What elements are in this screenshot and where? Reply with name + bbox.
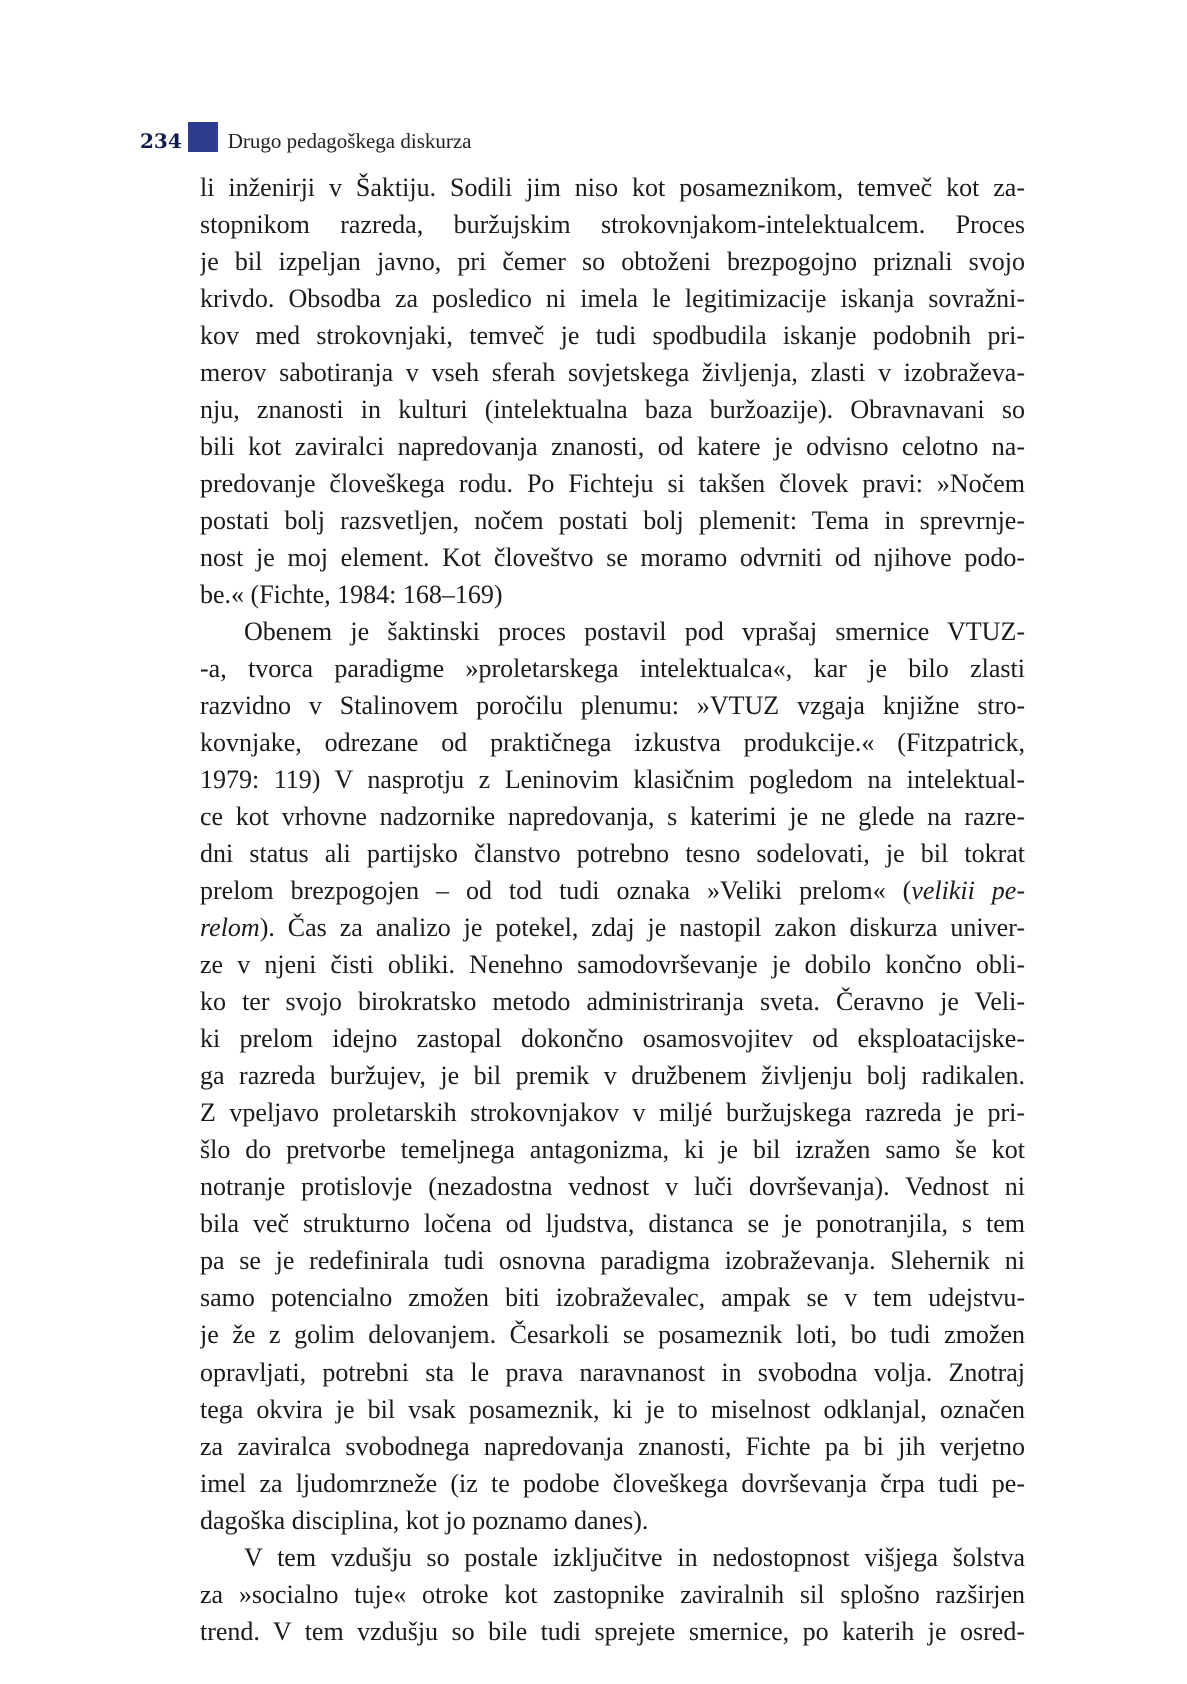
text-line: tega okvira je bil vsak posameznik, ki je to miselnost odklanjal, označen xyxy=(200,1394,1025,1424)
text-line: je bil izpeljan javno, pri čemer so obtoženi brezpogojno priznali svojo xyxy=(200,247,1025,277)
text-line: ko ter svojo birokratsko metodo administriranja sveta. Čeravno je Veli- xyxy=(200,987,1025,1017)
text-line: kov med strokovnjaki, temveč je tudi spodbudila iskanje podobnih pri- xyxy=(200,321,1025,351)
text-line: šlo do pretvorbe temeljnega antagonizma, ki je bil izražen samo še kot xyxy=(200,1135,1025,1165)
text-line: je že z golim delovanjem. Česarkoli se posameznik loti, bo tudi zmožen xyxy=(200,1320,1025,1350)
text-line: bili kot zaviralci napredovanja znanosti, od katere je odvisno celotno na- xyxy=(200,432,1025,462)
text-line: ze v njeni čisti obliki. Nenehno samodovrševanje je dobilo končno obli- xyxy=(200,950,1025,980)
text-line: dni status ali partijsko članstvo potrebno tesno sodelovati, je bil tokrat xyxy=(200,839,1025,869)
text-line: Z vpeljavo proletarskih strokovnjakov v miljé buržujskega razreda je pri- xyxy=(200,1098,1025,1128)
text-line: razvidno v Stalinovem poročilu plenumu: »VTUZ vzgaja knjižne stro- xyxy=(200,691,1025,721)
text-line: ga razreda buržujev, je bil premik v družbenem življenju bolj radikalen. xyxy=(200,1061,1025,1091)
text-line: za »socialno tuje« otroke kot zastopnike zaviralnih sil splošno razširjen xyxy=(200,1579,1025,1609)
text-line: kovnjake, odrezane od praktičnega izkustva produkcije.« (Fitzpatrick, xyxy=(200,728,1025,758)
text-line: Obenem je šaktinski proces postavil pod vprašaj smernice VTUZ- xyxy=(244,617,1025,647)
text-line: stopnikom razreda, buržujskim strokovnjakom-intelektualcem. Proces xyxy=(200,210,1025,240)
text-line: za zaviralca svobodnega napredovanja znanosti, Fichte pa bi jih verjetno xyxy=(200,1431,1025,1461)
text-line: ki prelom idejno zastopal dokončno osamosvojitev od eksploatacijske- xyxy=(200,1024,1025,1054)
text-line: samo potencialno zmožen biti izobraževalec, ampak se v tem udejstvu- xyxy=(200,1283,1025,1313)
text-line: merov sabotiranja v vseh sferah sovjetskega življenja, zlasti v izobraževa- xyxy=(200,358,1025,388)
text-line: dagoška disciplina, kot jo poznamo danes). xyxy=(200,1505,649,1535)
text-line: 1979: 119) V nasprotju z Leninovim klasičnim pogledom na intelektual- xyxy=(200,765,1025,795)
text-line: V tem vzdušju so postale izključitve in nedostopnost višjega šolstva xyxy=(244,1542,1025,1572)
text-line: be.« (Fichte, 1984: 168–169) xyxy=(200,580,503,610)
text-line: predovanje človeškega rodu. Po Fichteju si takšen človek pravi: »Nočem xyxy=(200,469,1025,499)
text-line: krivdo. Obsodba za posledico ni imela le legitimizacije iskanja sovražni- xyxy=(200,284,1025,314)
text-line: trend. V tem vzdušju so bile tudi sprejete smernice, po katerih je osred- xyxy=(200,1616,1025,1646)
text-line: -a, tvorca paradigme »proletarskega intelektualca«, kar je bilo zlasti xyxy=(200,654,1025,684)
text-line: li inženirji v Šaktiju. Sodili jim niso kot posameznikom, temveč kot za- xyxy=(200,173,1025,202)
text-line: ce kot vrhovne nadzornike napredovanja, s katerimi je ne glede na razre- xyxy=(200,802,1025,832)
text-line: notranje protislovje (nezadostna vednost v luči dovrševanja). Vednost ni xyxy=(200,1172,1025,1202)
text-line: relom). Čas za analizo je potekel, zdaj je nastopil zakon diskurza univer- xyxy=(200,913,1025,943)
text-line: opravljati, potrebni sta le prava naravnanost in svobodna volja. Znotraj xyxy=(200,1357,1025,1387)
text-line: nost je moj element. Kot človeštvo se moramo odvrniti od njihove podo- xyxy=(200,543,1025,573)
header-square-marker xyxy=(188,122,218,152)
text-line: nju, znanosti in kulturi (intelektualna baza buržoazije). Obravnavani so xyxy=(200,395,1025,425)
text-line: imel za ljudomrzneže (iz te podobe človeškega dovrševanja črpa tudi pe- xyxy=(200,1468,1025,1498)
text-line: postati bolj razsvetljen, nočem postati bolj plemenit: Tema in sprevrnje- xyxy=(200,506,1025,536)
text-line: bila več strukturno ločena od ljudstva, distanca se je ponotranjila, s tem xyxy=(200,1209,1025,1239)
page-number: 234 xyxy=(140,129,182,153)
running-head xyxy=(140,119,472,153)
text-line: prelom brezpogojen – od tod tudi oznaka »Veliki prelom« (velikii pe- xyxy=(200,876,1025,906)
text-line: pa se je redefinirala tudi osnovna paradigma izobraževanja. Slehernik ni xyxy=(200,1246,1025,1276)
running-head-title: Drugo pedagoškega diskurza xyxy=(227,129,472,153)
body-text xyxy=(200,169,1025,1650)
